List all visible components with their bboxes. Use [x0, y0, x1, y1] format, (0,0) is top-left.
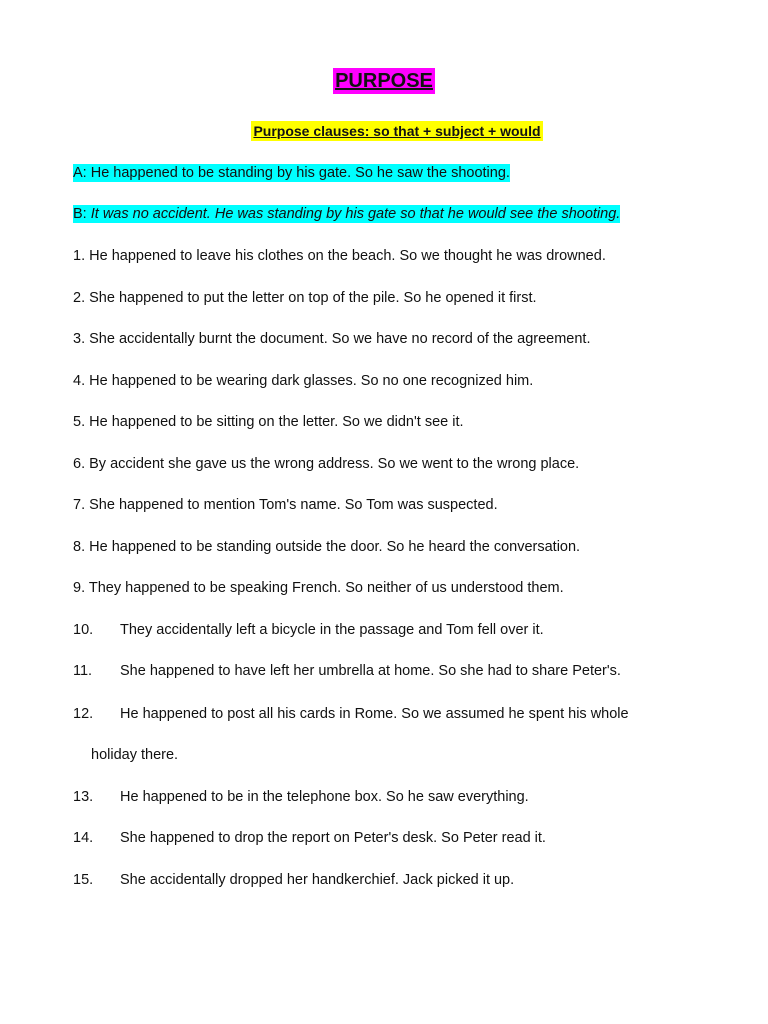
exercise-text: She happened to have left her umbrella at home. So she had to share Peter's. — [120, 663, 621, 679]
exercise-number: 8. — [73, 539, 86, 555]
exercise-text: They happened to be speaking French. So neither of us understood them. — [88, 580, 564, 596]
exercise-number: 6. — [73, 456, 86, 472]
exercise-number: 4. — [73, 373, 86, 389]
exercise-item — [73, 288, 537, 308]
exercise-text: They accidentally left a bicycle in the passage and Tom fell over it. — [120, 622, 544, 638]
exercise-text: He happened to leave his clothes on the beach. So we thought he was drowned. — [89, 248, 606, 264]
example-b — [73, 204, 620, 224]
exercise-number: 11. — [73, 663, 93, 679]
exercise-text: She happened to mention Tom's name. So Tom was suspected. — [89, 497, 498, 513]
page-title: PURPOSE — [335, 70, 433, 92]
exercise-item — [73, 661, 621, 681]
example-b-label: B: — [73, 206, 87, 222]
exercise-text: She accidentally burnt the document. So we have no record of the agreement. — [89, 331, 591, 347]
exercise-number: 1. — [73, 248, 86, 264]
page-subtitle: Purpose clauses: so that + subject + would — [253, 123, 541, 139]
exercise-number: 14. — [73, 830, 94, 846]
exercise-number: 13. — [73, 789, 94, 805]
example-b-highlight — [73, 205, 620, 223]
subtitle-container — [0, 121, 768, 141]
exercise-item — [73, 620, 544, 640]
exercise-item — [73, 787, 529, 807]
exercise-item — [73, 870, 514, 890]
exercise-item — [73, 828, 546, 848]
example-a-highlight — [73, 164, 510, 182]
exercise-number: 12. — [73, 706, 94, 722]
exercise-continuation — [91, 745, 178, 765]
exercise-item — [73, 454, 579, 474]
exercise-item — [73, 246, 606, 266]
exercise-item — [73, 495, 498, 515]
exercise-number: 10. — [73, 622, 94, 638]
exercise-text: He happened to be wearing dark glasses. So no one recognized him. — [89, 373, 534, 389]
exercise-text: He happened to be in the telephone box. So he saw everything. — [120, 789, 529, 805]
exercise-item — [73, 371, 533, 391]
exercise-text-continued: holiday there. — [91, 747, 179, 763]
exercise-text: She accidentally dropped her handkerchief. Jack picked it up. — [120, 872, 515, 888]
exercise-number: 5. — [73, 414, 86, 430]
exercise-number: 2. — [73, 290, 86, 306]
exercise-text: He happened to be standing outside the door. So he heard the conversation. — [89, 539, 581, 555]
exercise-number: 3. — [73, 331, 86, 347]
example-a-label: A: — [73, 165, 87, 181]
example-b-text: It was no accident. He was standing by his gate so that he would see the shooting. — [90, 206, 621, 222]
exercise-item — [73, 412, 464, 432]
exercise-text: By accident she gave us the wrong address. So we went to the wrong place. — [89, 456, 580, 472]
exercise-item — [73, 329, 591, 349]
example-a-text: He happened to be standing by his gate. So he saw the shooting. — [90, 165, 510, 181]
exercise-text: She happened to put the letter on top of the pile. So he opened it first. — [89, 290, 537, 306]
exercise-item — [73, 578, 564, 598]
exercise-number: 9. — [73, 580, 86, 596]
exercise-number: 15. — [73, 872, 94, 888]
exercise-text: He happened to be sitting on the letter. So we didn't see it. — [89, 414, 464, 430]
exercise-text: He happened to post all his cards in Rome. So we assumed he spent his whole — [120, 706, 629, 722]
exercise-number: 7. — [73, 497, 86, 513]
exercise-item — [73, 537, 580, 557]
exercise-text: She happened to drop the report on Peter's desk. So Peter read it. — [120, 830, 546, 846]
exercise-item — [73, 704, 629, 724]
example-a — [73, 163, 510, 183]
title-container — [0, 68, 768, 94]
